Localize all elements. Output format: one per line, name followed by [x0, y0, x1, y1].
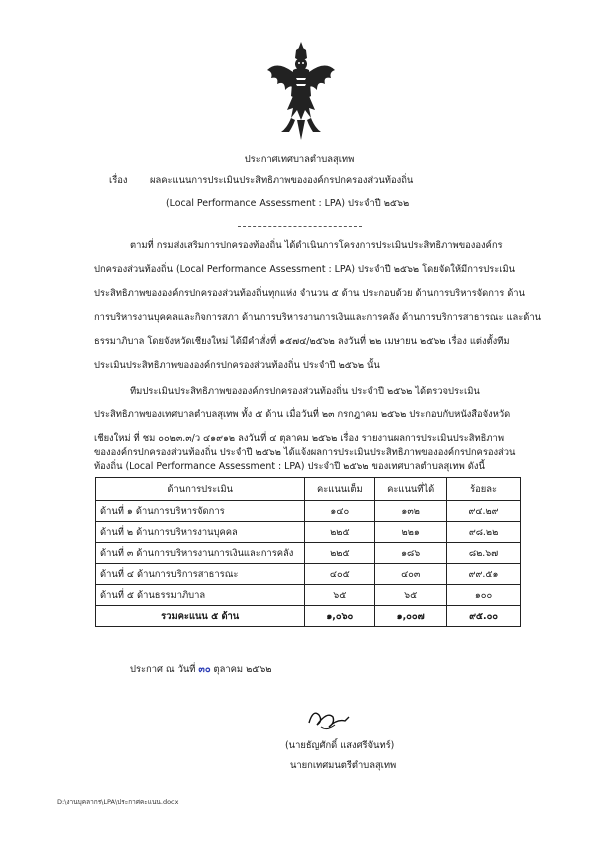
table-row [96, 522, 521, 543]
garuda-emblem-icon [263, 40, 339, 144]
signatory-position: นายกเทศมนตรีตำบลสุเทพ [290, 760, 397, 771]
paragraph-2-line: ท้องถิ่น (Local Performance Assessment : LPA) ประจำปี ๒๕๖๒ ของเทศบาลตำบลสุเทพ ดังนี้ [94, 461, 485, 472]
date-day-handwritten: ๓๐ [198, 664, 211, 675]
total-score-cell: ๑,๐๐๗ [375, 606, 447, 627]
table-row [96, 585, 521, 606]
subject-line-2: (Local Performance Assessment : LPA) ประจำปี ๒๕๖๒ [166, 198, 410, 209]
table-row [96, 501, 521, 522]
score-cell: ๖๕ [375, 585, 447, 606]
paragraph-2-line: ทีมประเมินประสิทธิภาพขององค์กรปกครองส่วนท้องถิ่น ประจำปี ๒๕๖๒ ได้ตรวจประเมิน [130, 386, 480, 397]
percent-cell: ๙๔.๒๙ [447, 501, 521, 522]
full-score-cell: ๒๒๕ [305, 543, 375, 564]
date-prefix: ประกาศ ณ วันที่ [130, 664, 196, 675]
score-cell: ๑๘๖ [375, 543, 447, 564]
aspect-cell: ด้านที่ ๑ ด้านการบริหารจัดการ [96, 501, 305, 522]
table-header-row [96, 478, 521, 501]
paragraph-1-line: ตามที่ กรมส่งเสริมการปกครองท้องถิ่น ได้ดำเนินการโครงการประเมินประสิทธิภาพขององค์กร [130, 240, 503, 251]
paragraph-1-line: ปกครองส่วนท้องถิ่น (Local Performance Assessment : LPA) ประจำปี ๒๕๖๒ โดยจัดให้มีการประเมิน [94, 264, 516, 275]
total-percent-cell: ๙๕.๐๐ [447, 606, 521, 627]
paragraph-2-line: ขององค์กรปกครองส่วนท้องถิ่น ประจำปี ๒๕๖๒ ได้แจ้งผลการประเมินประสิทธิภาพขององค์กรปกครองส่วน [94, 447, 516, 458]
full-score-cell: ๒๒๕ [305, 522, 375, 543]
percent-cell: ๙๘.๒๒ [447, 522, 521, 543]
header-separator [238, 226, 362, 227]
aspect-cell: ด้านที่ ๔ ด้านการบริการสาธารณะ [96, 564, 305, 585]
total-full-score-cell: ๑,๐๖๐ [305, 606, 375, 627]
date-suffix: ตุลาคม ๒๕๖๒ [213, 664, 272, 675]
file-path-footer: D:\งานบุคลากร\LPA\ประกาศคะแนน.docx [57, 798, 179, 806]
full-score-cell: ๑๔๐ [305, 501, 375, 522]
aspect-cell: ด้านที่ ๕ ด้านธรรมาภิบาล [96, 585, 305, 606]
table-row [96, 543, 521, 564]
score-cell: ๒๒๑ [375, 522, 447, 543]
score-cell: ๑๓๒ [375, 501, 447, 522]
full-score-cell: ๔๐๕ [305, 564, 375, 585]
paragraph-1-line: ประเมินประสิทธิภาพขององค์กรปกครองส่วนท้องถิ่น ประจำปี ๒๕๖๒ นั้น [94, 360, 380, 371]
percent-cell: ๑๐๐ [447, 585, 521, 606]
signatory-name: (นายธัญศักดิ์ แสงศรีจันทร์) [285, 740, 395, 751]
subject-line-1: ผลคะแนนการประเมินประสิทธิภาพขององค์กรปกครองส่วนท้องถิ่น [150, 175, 414, 186]
paragraph-1-line: ธรรมาภิบาล โดยจังหวัดเชียงใหม่ ได้มีคำสั่งที่ ๑๕๗๔/๒๕๖๒ ลงวันที่ ๒๒ เมษายน ๒๕๖๒ เรื่อง แต่งตั้งทีม [94, 336, 510, 347]
column-header: คะแนนเต็ม [305, 478, 375, 501]
total-label-cell: รวมคะแนน ๕ ด้าน [96, 606, 305, 627]
aspect-cell: ด้านที่ ๓ ด้านการบริหารงานการเงินและการคลัง [96, 543, 305, 564]
score-table [95, 477, 521, 627]
aspect-cell: ด้านที่ ๒ ด้านการบริหารงานบุคคล [96, 522, 305, 543]
column-header: ด้านการประเมิน [96, 478, 305, 501]
paragraph-1-line: การบริหารงานบุคคลและกิจการสภา ด้านการบริหารงานการเงินและการคลัง ด้านการบริการสาธารณะ และด้าน [94, 312, 542, 323]
full-score-cell: ๖๕ [305, 585, 375, 606]
percent-cell: ๘๒.๖๗ [447, 543, 521, 564]
paragraph-2-line: ประสิทธิภาพของเทศบาลตำบลสุเทพ ทั้ง ๕ ด้าน เมื่อวันที่ ๒๓ กรกฎาคม ๒๕๖๒ ประกอบกับหนังสือจังหวัด [94, 409, 511, 420]
score-cell: ๔๐๓ [375, 564, 447, 585]
table-total-row [96, 606, 521, 627]
subject-label: เรื่อง [109, 175, 128, 186]
column-header: ร้อยละ [447, 478, 521, 501]
column-header: คะแนนที่ได้ [375, 478, 447, 501]
handwritten-signature-icon [305, 703, 353, 733]
paragraph-2-line: เชียงใหม่ ที่ ชม ๐๐๒๓.๓/ว ๔๑๙๑๒ ลงวันที่ ๔ ตุลาคม ๒๕๖๒ เรื่อง รายงานผลการประเมินประสิทธิภาพ [94, 433, 505, 444]
paragraph-1-line: ประสิทธิภาพขององค์กรปกครองส่วนท้องถิ่นทุกแห่ง จำนวน ๕ ด้าน ประกอบด้วย ด้านการบริหารจัดการ ด้าน [94, 288, 525, 299]
percent-cell: ๙๙.๕๑ [447, 564, 521, 585]
announcement-title: ประกาศเทศบาลตำบลสุเทพ [244, 154, 355, 165]
table-row [96, 564, 521, 585]
date-line [130, 664, 271, 676]
